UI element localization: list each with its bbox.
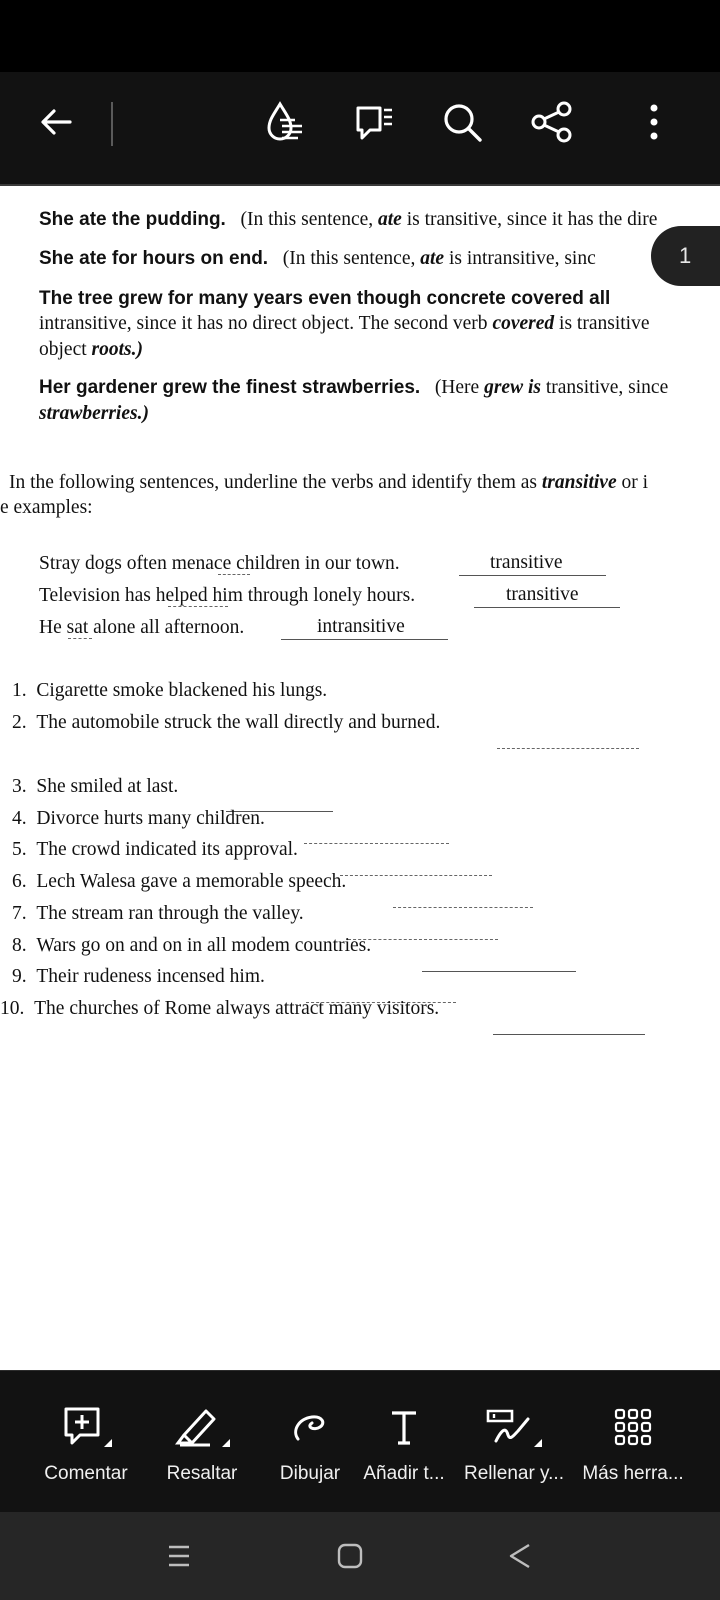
verb-underline [218, 574, 250, 575]
share-icon[interactable] [524, 94, 580, 150]
tool-label: Dibujar [279, 1463, 341, 1484]
back-arrow-icon[interactable] [28, 94, 84, 150]
answer-blank-6[interactable] [393, 907, 533, 908]
example-3 [39, 287, 610, 311]
exercise-7: 7. The stream ran through the valley. [12, 903, 304, 924]
example-4-line-2: strawberries.) [39, 403, 149, 424]
example-3-line-3: object roots.) [39, 339, 143, 360]
toolbar-divider [111, 102, 113, 146]
tool-label: Resaltar [166, 1463, 238, 1484]
comments-list-icon[interactable] [346, 94, 402, 150]
pdf-page[interactable] [0, 186, 720, 1370]
exercise-8: 8. Wars go on and on in all modem countries. [12, 935, 372, 956]
exercise-2: 2. The automobile struck the wall directly and burned. [12, 712, 441, 733]
tool-label: Comentar [44, 1463, 128, 1484]
top-toolbar [0, 72, 720, 186]
highlighter-icon [170, 1405, 234, 1449]
sample-sentence: Television has helped him through lonely hours. [39, 585, 416, 606]
answer-blank-2[interactable] [497, 748, 639, 749]
answer-line [281, 639, 448, 640]
answer-blank-8[interactable] [422, 971, 576, 972]
exercise-9: 9. Their rudeness incensed him. [12, 966, 265, 987]
reading-mode-icon[interactable] [258, 94, 314, 150]
status-bar [0, 0, 720, 72]
tool-comment[interactable] [24, 1371, 148, 1513]
instructions-line-2: e examples: [0, 497, 93, 518]
sample-answer: transitive [490, 552, 563, 573]
tool-label: Rellenar y... [464, 1463, 564, 1484]
search-icon[interactable] [434, 94, 490, 150]
example-sentence: The tree grew for many years even though concrete covered all [39, 288, 611, 309]
tool-fill-sign[interactable] [458, 1371, 570, 1513]
tool-label: Añadir t... [363, 1463, 445, 1484]
example-3-line-2: intransitive, since it has no direct object. The second verb covered is transitive [39, 313, 650, 334]
answer-blank-10[interactable] [493, 1034, 645, 1035]
answer-line [459, 575, 606, 576]
exercise-6: 6. Lech Walesa gave a memorable speech. [12, 871, 347, 892]
sample-sentence: Stray dogs often menace children in our town. [39, 553, 400, 574]
page-number-badge[interactable]: 1 [651, 226, 720, 286]
exercise-10: 10. The churches of Rome always attract many visitors. [0, 998, 440, 1019]
draw-icon [288, 1405, 332, 1449]
answer-blank-5[interactable] [340, 875, 492, 876]
verb-underline [168, 606, 228, 607]
tool-highlight[interactable] [146, 1371, 258, 1513]
example-2: She ate for hours on end. (In this sentence, ate is intransitive, sinc [39, 248, 596, 269]
tool-add-text[interactable] [356, 1371, 452, 1513]
exercise-5: 5. The crowd indicated its approval. [12, 839, 298, 860]
back-icon[interactable] [496, 1534, 544, 1578]
exercise-3: 3. She smiled at last. [12, 776, 179, 797]
bottom-toolbar [0, 1370, 720, 1513]
more-tools-icon [613, 1405, 653, 1449]
tool-more[interactable] [578, 1371, 688, 1513]
answer-blank-4[interactable] [304, 843, 449, 844]
example-sentence: She ate the pudding. [39, 209, 226, 230]
sample-sentence: He sat alone all afternoon. [39, 617, 245, 638]
tool-label: Más herra... [582, 1463, 684, 1484]
verb-underline [68, 638, 92, 639]
system-nav-bar [0, 1512, 720, 1600]
home-icon[interactable] [326, 1534, 374, 1578]
exercise-1: 1. Cigarette smoke blackened his lungs. [12, 680, 328, 701]
example-1: She ate the pudding. (In this sentence, ate is transitive, since it has the dire [39, 209, 658, 230]
sample-answer: transitive [506, 584, 579, 605]
answer-line [474, 607, 620, 608]
example-sentence: Her gardener grew the finest strawberries. [39, 377, 421, 398]
instructions: In the following sentences, underline the verbs and identify them as transitive or i [9, 472, 649, 493]
example-4: Her gardener grew the finest strawberries. (Here grew is transitive, since [39, 377, 669, 398]
tool-draw[interactable] [272, 1371, 348, 1513]
sample-answer: intransitive [317, 616, 405, 637]
fill-sign-icon [482, 1405, 546, 1449]
exercise-4: 4. Divorce hurts many children. [12, 808, 265, 829]
add-text-icon [384, 1405, 424, 1449]
more-vertical-icon[interactable] [626, 94, 682, 150]
recent-apps-icon[interactable] [155, 1534, 203, 1578]
add-comment-icon [56, 1405, 116, 1449]
example-sentence: She ate for hours on end. [39, 248, 269, 269]
